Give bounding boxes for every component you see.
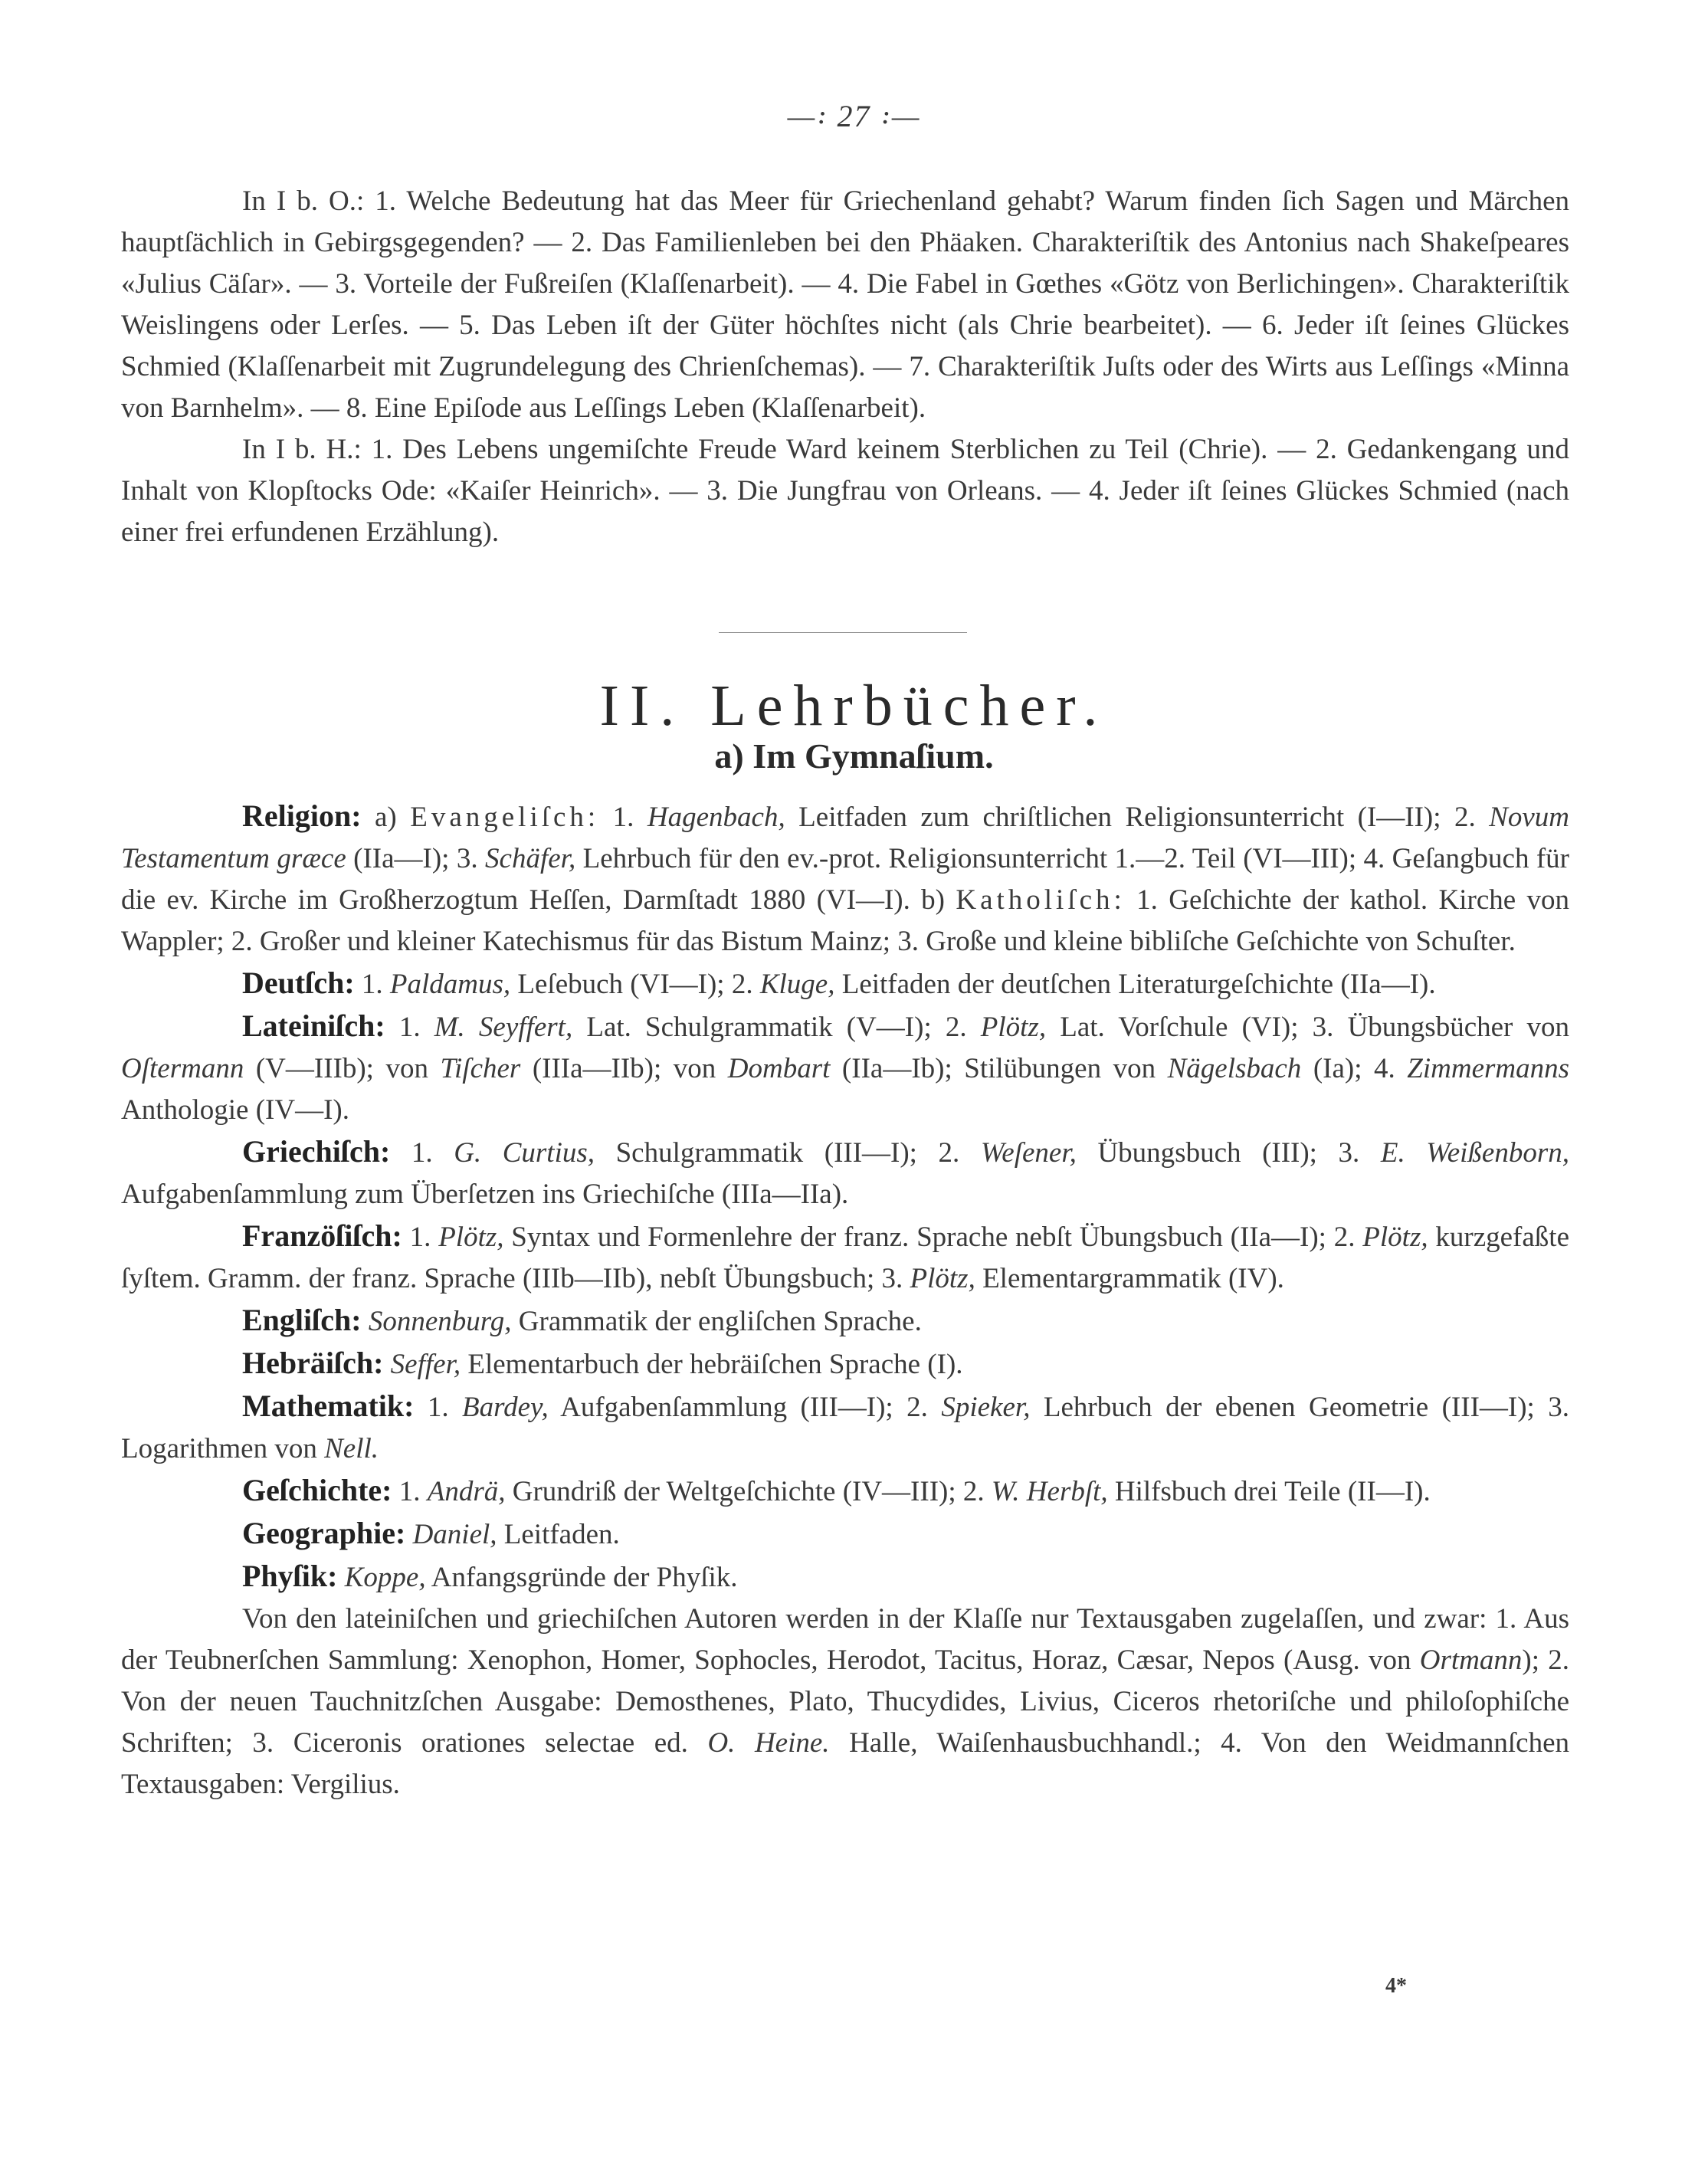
subject-label: Religion: [242,798,362,833]
paragraph-deutsch: Deutſch: 1. Paldamus, Leſebuch (VI—I); 2. Kluge, Leitfaden der deutſchen Literaturgeſchichte (IIa—I). [242,966,1436,1000]
paragraph-griechisch: Griechiſch: 1. G. Curtius, Schulgrammatik (III—I); 2. Weſener, Übungsbuch (III); 3. E. Weißenborn, Aufgabenſammlung zum Überſetzen ins Griechiſche (IIIa—IIa). [121,1134,1569,1210]
author-name: Schäfer, [485,843,576,874]
author-name: Kluge, [759,969,835,1000]
author-name: Oſtermann [121,1053,244,1084]
author-name: Dombart [727,1053,831,1084]
subject-label: Engliſch: [242,1303,362,1337]
paragraph-physik: Phyſik: Koppe, Anfangsgründe der Phyſik. [242,1559,738,1593]
author-name: Sonnenburg, [368,1306,512,1337]
subject-label: Deutſch: [242,966,355,1000]
author-name: Koppe, [344,1562,426,1593]
author-name: Ortmann [1419,1645,1523,1676]
paragraph-lateinisch: Lateiniſch: 1. M. Seyffert, Lat. Schulgrammatik (V—I); 2. Plötz, Lat. Vorſchule (VI); 3. Übungsbücher von Oſtermann (V—IIIb); von Tiſcher (IIIa—IIb); von Dombart (IIa—Ib); Stilübungen von Nägelsbach (Ia); 4. Zimmermanns Anthologie (IV—I). [121,1008,1570,1126]
denomination-label: Evangeliſch: [410,802,600,833]
topics-paragraph-ib-h: In I b. H.: 1. Des Lebens ungemiſchte Freude Ward keinem Sterblichen zu Teil (Chrie). — 2. Gedankengang und Inhalt von Klopſtocks Ode: «Kaiſer Heinrich». — 3. Die Jungfrau von Orleans. — 4. Jeder iſt ſeines Glückes Schmied (nach einer frei erfundenen Erzählung). [121,434,1569,548]
author-name: Spieker, [941,1392,1031,1423]
author-name: Plötz, [438,1222,504,1253]
book-title: Novum Testamentum græce [121,802,1569,874]
subject-label: Geographie: [242,1516,406,1550]
topics-paragraph-ib-o: In I b. O.: 1. Welche Bedeutung hat das Meer für Griechenland gehabt? Warum finden ſich Sagen und Märchen hauptſächlich in Gebirgsgegenden? — 2. Das Familienleben bei den Phäaken. Charakteriſtik des Antonius nach Shakeſpeares «Julius Cäſar». — 3. Vorteile der Fußreiſen (Klaſſenarbeit). — 4. Die Fabel in Gœthes «Götz von Berlichingen». Charakteriſtik Weislingens oder Lerſes. — 5. Das Leben iſt der Güter höchſtes nicht (als Chrie bearbeitet). — 6. Jeder iſt ſeines Glückes Schmied (Klaſſenarbeit mit Zugrundelegung des Chrienſchemas). — 7. Charakteriſtik Juſts oder des Wirts aus Leſſings «Minna von Barnhelm». — 8. Eine Epiſode aus Leſſings Leben (Klaſſenarbeit). [121,185,1569,424]
subject-label: Hebräiſch: [242,1346,384,1380]
author-name: G. Curtius, [454,1137,595,1169]
subject-label: Franzöſiſch: [242,1218,402,1253]
section-subheading: a) Im Gymnaſium. [714,736,994,776]
paragraph-franzoesisch: Franzöſiſch: 1. Plötz, Syntax und Formenlehre der franz. Sprache nebſt Übungsbuch (IIa—I); 2. Plötz, kurzgefaßte ſyſtem. Gramm. der franz. Sprache (IIIb—IIb), nebſt Übungsbuch; 3. Plötz, Elementargrammatik (IV). [121,1218,1569,1294]
subject-label: Griechiſch: [242,1134,391,1169]
subject-label: Lateiniſch: [242,1008,385,1043]
author-name: Nell. [324,1433,379,1464]
paragraph-geschichte: Geſchichte: 1. Andrä, Grundriß der Weltgeſchichte (IV—III); 2. W. Herbſt, Hilfsbuch drei Teile (II—I). [242,1473,1431,1507]
author-name: O. Heine. [707,1727,830,1759]
author-name: Daniel, [412,1519,497,1550]
paragraph-religion: Religion: a) Evangeliſch: 1. Hagenbach, Leitfaden zum chriſtlichen Religionsunterricht (I—II); 2. Novum Testamentum græce (IIa—I); 3. Schäfer, Lehrbuch für den ev.-prot. Religionsunterricht 1.—2. Teil (VI—III); 4. Geſangbuch für die ev. Kirche im Großherzogtum Heſſen, Darmſtadt 1880 (VI—I). b) Katholiſch: 1. Geſchichte der kathol. Kirche von Wappler; 2. Großer und kleiner Katechismus für das Bistum Mainz; 3. Große und kleine bibliſche Geſchichte von Schuſter. [121,798,1570,957]
essay-topics-block [121,181,1569,553]
author-name: Tiſcher [440,1053,521,1084]
author-name: Paldamus, [389,969,511,1000]
author-name: Seffer, [390,1349,461,1380]
paragraph-mathematik: Mathematik: 1. Bardey, Aufgabenſammlung (III—I); 2. Spieker, Lehrbuch der ebenen Geometrie (III—I); 3. Logarithmen von Nell. [121,1389,1570,1464]
author-name: Hagenbach, [647,802,785,833]
author-name: W. Herbſt, [991,1476,1108,1507]
denomination-label: Katholiſch: [956,884,1126,916]
author-name: Plötz, [1362,1222,1428,1253]
author-name: Zimmermanns [1407,1053,1570,1084]
paragraph-hebraeisch: Hebräiſch: Seffer, Elementarbuch der hebräiſchen Sprache (I). [242,1346,963,1380]
author-name: Andrä, [427,1476,506,1507]
paragraph-englisch: Engliſch: Sonnenburg, Grammatik der engliſchen Sprache. [242,1303,922,1337]
author-name: Bardey, [462,1392,549,1423]
subject-label: Phyſik: [242,1559,338,1593]
subject-label: Geſchichte: [242,1473,392,1507]
author-name: E. Weißenborn, [1380,1137,1569,1169]
section-heading: II. Lehrbücher. [599,674,1109,738]
textbooks-block [121,795,1569,1805]
author-name: Plötz, [980,1012,1047,1043]
author-name: Plötz, [910,1263,975,1294]
author-name: M. Seyffert, [434,1012,573,1043]
author-name: Weſener, [980,1137,1077,1169]
section-divider [719,632,967,633]
paragraph-geographie: Geographie: Daniel, Leitfaden. [242,1516,620,1550]
sheet-signature-mark: 4* [1385,1974,1407,1998]
author-name: Nägelsbach [1167,1053,1302,1084]
paragraph-autoren: Von den lateiniſchen und griechiſchen Autoren werden in der Klaſſe nur Textausgaben zugelaſſen, und zwar: 1. Aus der Teubnerſchen Sammlung: Xenophon, Homer, Sophocles, Herodot, Tacitus, Horaz, Cæsar, Nepos (Ausg. von Ortmann); 2. Von der neuen Tauchnitzſchen Ausgabe: Demosthenes, Plato, Thucydides, Livius, Ciceros rhetoriſche und philoſophiſche Schriften; 3. Ciceronis orationes selectae ed. O. Heine. Halle, Waiſenhausbuchhandl.; 4. Von den Weidmannſchen Textausgaben: Vergilius. [121,1603,1569,1800]
page-number: —꞉ 27 ꞉— [787,99,921,133]
subject-label: Mathematik: [242,1389,415,1423]
